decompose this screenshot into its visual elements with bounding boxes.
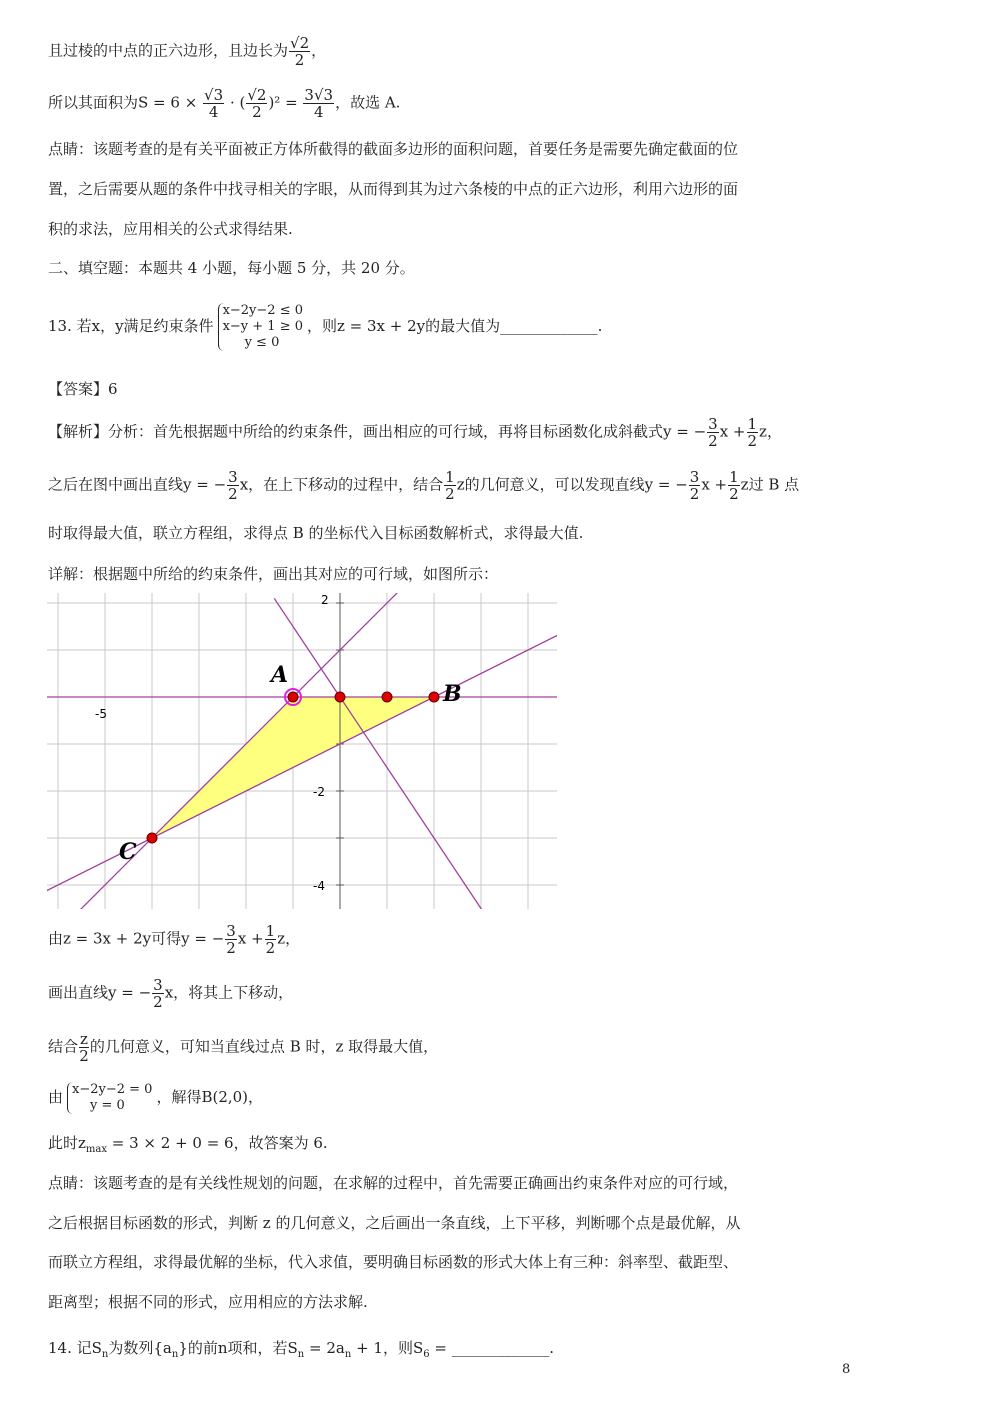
analysis-line <box>48 416 782 449</box>
fraction <box>289 35 310 68</box>
text: 结合 <box>48 1037 79 1056</box>
equation-system <box>67 1082 152 1114</box>
fraction <box>203 87 224 120</box>
denominator: 2 <box>729 485 739 503</box>
fraction <box>152 977 164 1010</box>
text: }的前n项和，若S <box>178 1339 298 1357</box>
text: = 3 × 2 + 0 = 6，故答案为 6. <box>107 1134 328 1152</box>
subscript: n <box>171 1349 179 1360</box>
denominator: 2 <box>226 939 236 957</box>
fraction <box>707 416 719 449</box>
text: ，故选 A. <box>335 93 401 112</box>
text: )² = <box>268 93 298 112</box>
denominator: 2 <box>689 485 700 503</box>
page-number: 8 <box>842 1362 851 1377</box>
denominator: 2 <box>708 432 718 450</box>
paragraph-line: 距离型；根据不同的形式，应用相应的方法求解. <box>48 1293 368 1311</box>
point-label-b: B <box>443 681 462 707</box>
numerator: √3 <box>204 86 224 104</box>
text: 所以其面积为S = 6 × <box>48 93 198 112</box>
text: x，将其上下移动， <box>164 983 294 1002</box>
fraction <box>79 1031 89 1064</box>
text: z的几何意义，可以发现直线y = − <box>456 475 688 494</box>
fraction <box>246 87 267 120</box>
paragraph-line: 之后根据目标函数的形式，判断 z 的几何意义，之后画出一条直线，上下平移，判断哪个点是最优解，从 <box>48 1214 741 1232</box>
constraint-system <box>218 303 303 351</box>
equation: y = 0 <box>90 1098 125 1113</box>
axes <box>336 593 344 909</box>
numerator: 3 <box>226 922 236 940</box>
solution-line <box>48 1082 263 1114</box>
text: 的几何意义，可知当直线过点 B 时，z 取得最大值， <box>89 1037 439 1056</box>
denominator: 2 <box>79 1047 89 1065</box>
text: 14. 记S <box>48 1339 102 1357</box>
subscript: n <box>297 1349 305 1360</box>
fraction <box>225 923 237 956</box>
text: = _____________. <box>429 1339 554 1357</box>
solution-line <box>48 977 293 1010</box>
point-label-a: A <box>271 662 289 688</box>
point-a <box>288 692 298 702</box>
text: + 1，则S <box>351 1339 424 1357</box>
text: z， <box>759 422 782 441</box>
text: 为数列{a <box>108 1339 172 1357</box>
text: ，解得B(2,0)， <box>156 1088 264 1106</box>
text: x + <box>719 422 746 441</box>
constraint: y ≤ 0 <box>244 335 280 350</box>
text: 【解析】分析：首先根据题中所给的约束条件，画出相应的可行域，再将目标函数化成斜截式y = − <box>48 422 707 441</box>
text: x + <box>701 475 728 494</box>
answer-line: 【答案】6 <box>48 380 118 398</box>
tick-label-y-4: -4 <box>313 879 325 893</box>
denominator: 2 <box>153 993 163 1011</box>
numerator: 3 <box>689 468 700 486</box>
paragraph-line: 点睛：该题考查的是有关平面被正方体所截得的截面多边形的面积问题，首要任务是需要先确定截面的位 <box>48 140 739 158</box>
paragraph-line: 积的求法，应用相关的公式求得结果. <box>48 220 293 238</box>
numerator: 1 <box>265 922 276 940</box>
tick-label-x-5: -5 <box>95 707 107 721</box>
text: x + <box>237 929 264 948</box>
denominator: 4 <box>313 103 324 121</box>
detail-line: 详解：根据题中所给的约束条件，画出其对应的可行域，如图所示： <box>48 565 499 583</box>
numerator: √2 <box>290 34 310 52</box>
analysis-line <box>48 469 799 502</box>
denominator: 2 <box>228 485 238 503</box>
equation: x−2y−2 = 0 <box>72 1082 153 1097</box>
text: z， <box>277 929 301 948</box>
feasible-region-graph <box>47 593 557 909</box>
point-label-c: C <box>119 839 137 865</box>
numerator: z <box>80 1030 88 1048</box>
analysis-line: 时取得最大值，联立方程组，求得点 B 的坐标代入目标函数解析式，求得最大值. <box>48 524 584 542</box>
numerator: 3 <box>228 468 238 486</box>
fraction <box>265 923 277 956</box>
numerator: √2 <box>247 86 267 104</box>
fraction <box>689 469 701 502</box>
fraction <box>227 469 239 502</box>
text: x，在上下移动的过程中，结合 <box>239 475 444 494</box>
subscript: n <box>101 1349 109 1360</box>
numerator: 3 <box>153 976 163 994</box>
text: 此时z <box>48 1134 86 1152</box>
numerator: 1 <box>445 468 455 486</box>
text: ， <box>311 41 327 60</box>
text: z过 B 点 <box>740 475 800 494</box>
question-14 <box>48 1338 554 1365</box>
section-heading: 二、填空题：本题共 4 小题，每小题 5 分，共 20 分。 <box>48 259 415 277</box>
constraint: x−y + 1 ≥ 0 <box>222 319 303 334</box>
text: 之后在图中画出直线y = − <box>48 475 227 494</box>
fraction <box>444 469 456 502</box>
subscript: 6 <box>423 1349 430 1360</box>
text: 画出直线y = − <box>48 983 152 1002</box>
numerator: 3√3 <box>304 86 334 104</box>
paragraph-line: 置，之后需要从题的条件中找寻相关的字眼，从而得到其为过六条棱的中点的正六边形，利用六边形的面 <box>48 180 739 198</box>
point-origin <box>335 692 345 702</box>
tick-label-y2: 2 <box>321 593 329 607</box>
text: · ( <box>229 93 246 112</box>
text: 13. 若x，y满足约束条件 <box>48 317 214 335</box>
fraction <box>747 416 759 449</box>
solution-line <box>48 1133 328 1160</box>
denominator: 2 <box>265 939 276 957</box>
numerator: 1 <box>729 468 739 486</box>
point-c <box>147 833 157 843</box>
denominator: 2 <box>747 432 758 450</box>
point-1-0 <box>382 692 392 702</box>
text-line <box>48 87 400 120</box>
point-b <box>429 692 439 702</box>
subscript: max <box>85 1144 107 1155</box>
text: 由z = 3x + 2y可得y = − <box>48 929 225 948</box>
denominator: 2 <box>445 485 455 503</box>
question-13 <box>48 303 602 351</box>
denominator: 2 <box>294 51 305 69</box>
text: ，则z = 3x + 2y的最大值为_____________. <box>307 317 603 335</box>
text-line <box>48 35 326 68</box>
denominator: 4 <box>208 103 219 121</box>
subscript: n <box>344 1349 352 1360</box>
numerator: 3 <box>708 415 718 433</box>
text: = 2a <box>304 1339 345 1357</box>
paragraph-line: 而联立方程组，求得最优解的坐标，代入求值，要明确目标函数的形式大体上有三种：斜率型、截距型、 <box>48 1253 739 1271</box>
text: 且过棱的中点的正六边形，且边长为 <box>48 41 289 60</box>
constraint: x−2y−2 ≤ 0 <box>222 303 303 318</box>
fraction <box>728 469 740 502</box>
fraction <box>303 87 334 120</box>
text: 由 <box>48 1088 64 1106</box>
solution-line <box>48 1031 438 1064</box>
solution-line <box>48 923 300 956</box>
tick-label-y-2: -2 <box>313 785 325 799</box>
numerator: 1 <box>747 415 758 433</box>
denominator: 2 <box>252 103 262 121</box>
paragraph-line: 点睛：该题考查的是有关线性规划的问题，在求解的过程中，首先需要正确画出约束条件对应的可行域， <box>48 1174 739 1192</box>
